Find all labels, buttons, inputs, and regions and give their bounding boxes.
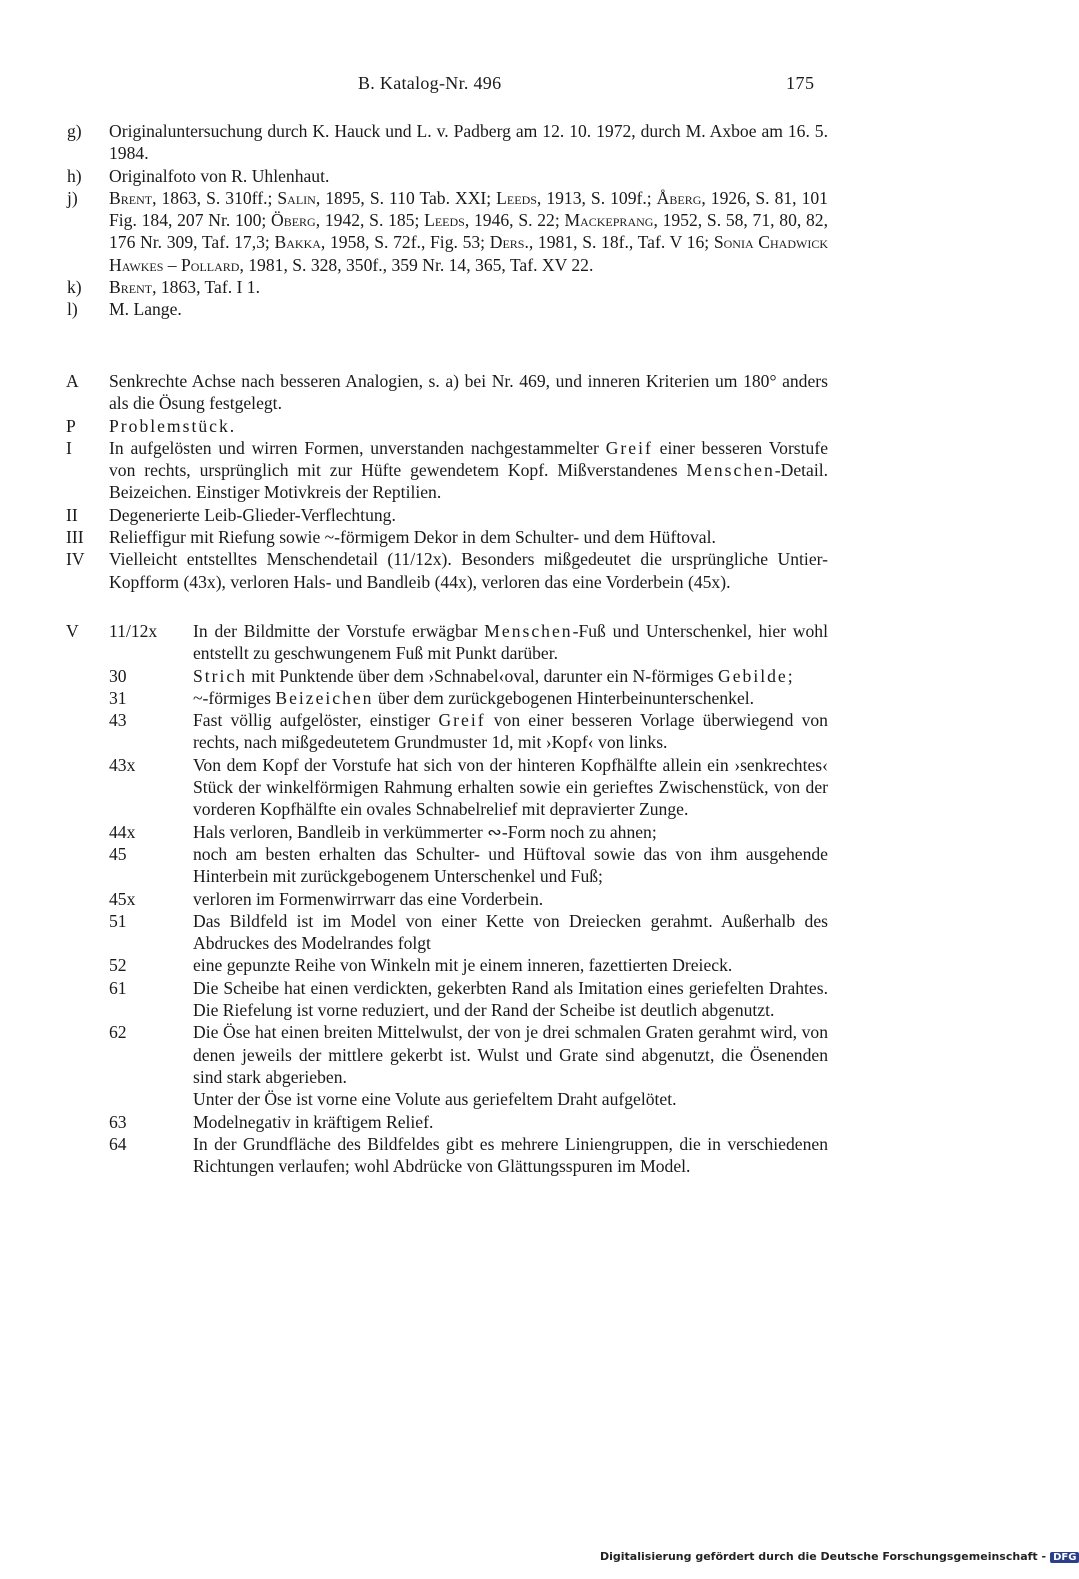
section-entry [0, 548, 828, 593]
section-v-item [0, 1021, 828, 1088]
entry-label: h) [67, 165, 82, 186]
item-text: Strich mit Punktende über dem ›Schnabel‹oval, darunter ein N-förmiges Gebilde; [193, 665, 793, 686]
section-v-item [0, 954, 828, 976]
section-entry [0, 415, 828, 437]
item-number: 45x [109, 888, 136, 909]
section-v-item [0, 910, 828, 955]
section-v-item [0, 1111, 828, 1133]
entry-text: Originaluntersuchung durch K. Hauck und L. v. Padberg am 12. 10. 1972, durch M. Axboe am 16. 5. 1984. [109, 121, 828, 164]
section-v-item [0, 821, 828, 843]
item-number: 45 [109, 843, 127, 864]
section-label: V [66, 621, 79, 641]
entry-label: I [66, 437, 72, 458]
entry-text: Originalfoto von R. Uhlenhaut. [109, 165, 330, 186]
section-v [0, 620, 1000, 1177]
sections-list [0, 370, 1000, 593]
item-number: 44x [109, 821, 136, 842]
entry-label: l) [67, 299, 78, 320]
section-entry [0, 437, 828, 504]
section-v-item [0, 665, 828, 687]
item-number: 31 [109, 687, 127, 708]
page-header [0, 73, 1000, 99]
entry-text: Degenerierte Leib-Glieder-Verflechtung. [109, 504, 396, 525]
entry-label: g) [67, 121, 82, 141]
item-number: 43x [109, 754, 136, 775]
entry-label: A [66, 371, 79, 391]
entry-label: II [66, 504, 78, 525]
section-v-item [0, 888, 828, 910]
item-text: Das Bildfeld ist im Model von einer Kette von Dreiecken gerahmt. Außerhalb des Abdruckes des Modelrandes folgt [193, 910, 828, 954]
item-number: 43 [109, 710, 127, 731]
item-text: In der Grundfläche des Bildfeldes gibt es mehrere Liniengruppen, die in verschiedenen Richtungen verlaufen; wohl Abdrücke von Glättungsspuren im Model. [193, 1133, 828, 1177]
item-number: 51 [109, 910, 127, 931]
item-text: Die Scheibe hat einen verdickten, gekerbten Rand als Imitation eines geriefelten Drahtes. Die Riefelung ist vorne reduziert, und der Rand der Scheibe ist deutlich abgenutzt. [193, 977, 828, 1021]
note-entry [0, 120, 828, 165]
item-text: Modelnegativ in kräftigem Relief. [193, 1111, 434, 1132]
entry-text: Relieffigur mit Riefung sowie ~-förmigem Dekor in dem Schulter- und dem Hüftoval. [109, 527, 716, 548]
section-v-item [0, 1133, 828, 1178]
section-v-item [0, 709, 828, 754]
entry-label: IV [66, 549, 85, 570]
entry-text: Brent, 1863, S. 310ff.; Salin, 1895, S. 110 Tab. XXI; Leeds, 1913, S. 109f.; Åberg, 1926, S. 81, 101 Fig. 184, 207 Nr. 100; Öberg, 1942, S. 185; Leeds, 1946, S. 22; Mackeprang, 1952, S. 58, 71, 80, 82, 176 Nr. 309, Taf. 17,3; Bakka, 1958, S. 72f., Fig. 53; Ders., 1981, S. 18f., Taf. V 16; Sonia Chadwick Hawkes – Pollard, 1981, S. 328, 350f., 359 Nr. 14, 365, Taf. XV 22. [109, 187, 829, 275]
section-v-item [0, 687, 828, 709]
dfg-footer [600, 1550, 1077, 1570]
running-title: B. Katalog-Nr. 496 [358, 73, 502, 93]
entry-text: Senkrechte Achse nach besseren Analogien, s. a) bei Nr. 469, und inneren Kriterien um 180° anders als die Ösung festgelegt. [109, 371, 828, 414]
note-entry [0, 165, 828, 187]
section-v-item [0, 754, 828, 821]
dfg-logo: DFG [1050, 1552, 1079, 1563]
item-text: Fast völlig aufgelöster, einstiger Greif von einer besseren Vorlage überwiegend von rechts, nach mißgedeutetem Grundmuster 1d, mit ›Kopf‹ von links. [193, 710, 828, 753]
item-text: verloren im Formenwirrwarr das eine Vorderbein. [193, 888, 544, 909]
section-v-item [0, 843, 828, 888]
section-entry [0, 504, 828, 526]
entry-text: In aufgelösten und wirren Formen, unverstanden nachgestammelter Greif einer besseren Vorstufe von rechts, ursprünglich mit zur Hüfte gewendetem Kopf. Mißverstandenes Menschen-Detail. Beizeichen. Einstiger Motivkreis der Reptilien. [109, 437, 829, 503]
item-number: 52 [109, 955, 127, 976]
item-text: noch am besten erhalten das Schulter- und Hüftoval sowie das von ihm ausgehende Hinterbein mit zurückgebogenem Unterschenkel und Fuß; [193, 843, 828, 887]
item-number: 64 [109, 1133, 127, 1154]
entry-text: Brent, 1863, Taf. I 1. [109, 277, 260, 298]
item-number: 61 [109, 977, 127, 998]
entry-label: P [66, 415, 76, 436]
notes-list [0, 120, 1000, 321]
item-number: 11/12x [109, 621, 158, 641]
section-v-item [0, 977, 828, 1022]
entry-text: M. Lange. [109, 299, 182, 320]
section-entry [0, 526, 828, 548]
item-text: In der Bildmitte der Vorstufe erwägbar Menschen-Fuß und Unterschenkel, hier wohl entstellt zu geschwungenem Fuß mit Punkt darüber. [193, 621, 828, 664]
item-text: Hals verloren, Bandleib in verkümmerter ∾-Form noch zu ahnen; [193, 821, 657, 842]
item-number: 63 [109, 1111, 127, 1132]
entry-label: III [66, 527, 84, 548]
item-number: 30 [109, 665, 127, 686]
item-text: eine gepunzte Reihe von Winkeln mit je einem inneren, fazettierten Dreieck. [193, 955, 733, 976]
item-text: Die Öse hat einen breiten Mittelwulst, der von je drei schmalen Graten gerahmt wird, von denen jeweils der mittlere gekerbt ist. Wulst und Grate sind abgenutzt, die Ösenenden sind stark abgerieben. [193, 1022, 828, 1087]
item-text: ~-förmiges Beizeichen über dem zurückgebogenen Hinterbeinunterschenkel. [193, 687, 755, 708]
entry-text: Problemstück. [109, 415, 235, 436]
note-entry [0, 187, 828, 276]
item-number: 62 [109, 1022, 127, 1043]
item-text: Von dem Kopf der Vorstufe hat sich von der hinteren Kopfhälfte allein ein ›senkrechtes‹ Stück der winkelförmigen Rahmung erhalten sowie ein gerieftes Zwischenstück, von der vorderen Kopfhälfte ein ovales Schnabelrelief mit depravierter Zunge. [193, 754, 828, 820]
page-number: 175 [786, 73, 815, 93]
entry-text: Vielleicht entstelltes Menschendetail (11/12x). Besonders mißgedeutet die ursprüngliche Untier-Kopfform (43x), verloren Hals- und Bandleib (44x), verloren das eine Vorderbein (45x). [109, 549, 828, 592]
note-entry [0, 276, 828, 298]
entry-label: j) [67, 187, 78, 208]
entry-label: k) [67, 277, 82, 298]
section-v-item [0, 620, 828, 665]
footer-text: Digitalisierung gefördert durch die Deutsche Forschungsgemeinschaft - [600, 1550, 1047, 1563]
item-text: Unter der Öse ist vorne eine Volute aus geriefeltem Draht aufgelötet. [193, 1089, 677, 1110]
section-entry [0, 370, 828, 415]
note-entry [0, 298, 828, 320]
section-v-item [0, 1088, 828, 1110]
